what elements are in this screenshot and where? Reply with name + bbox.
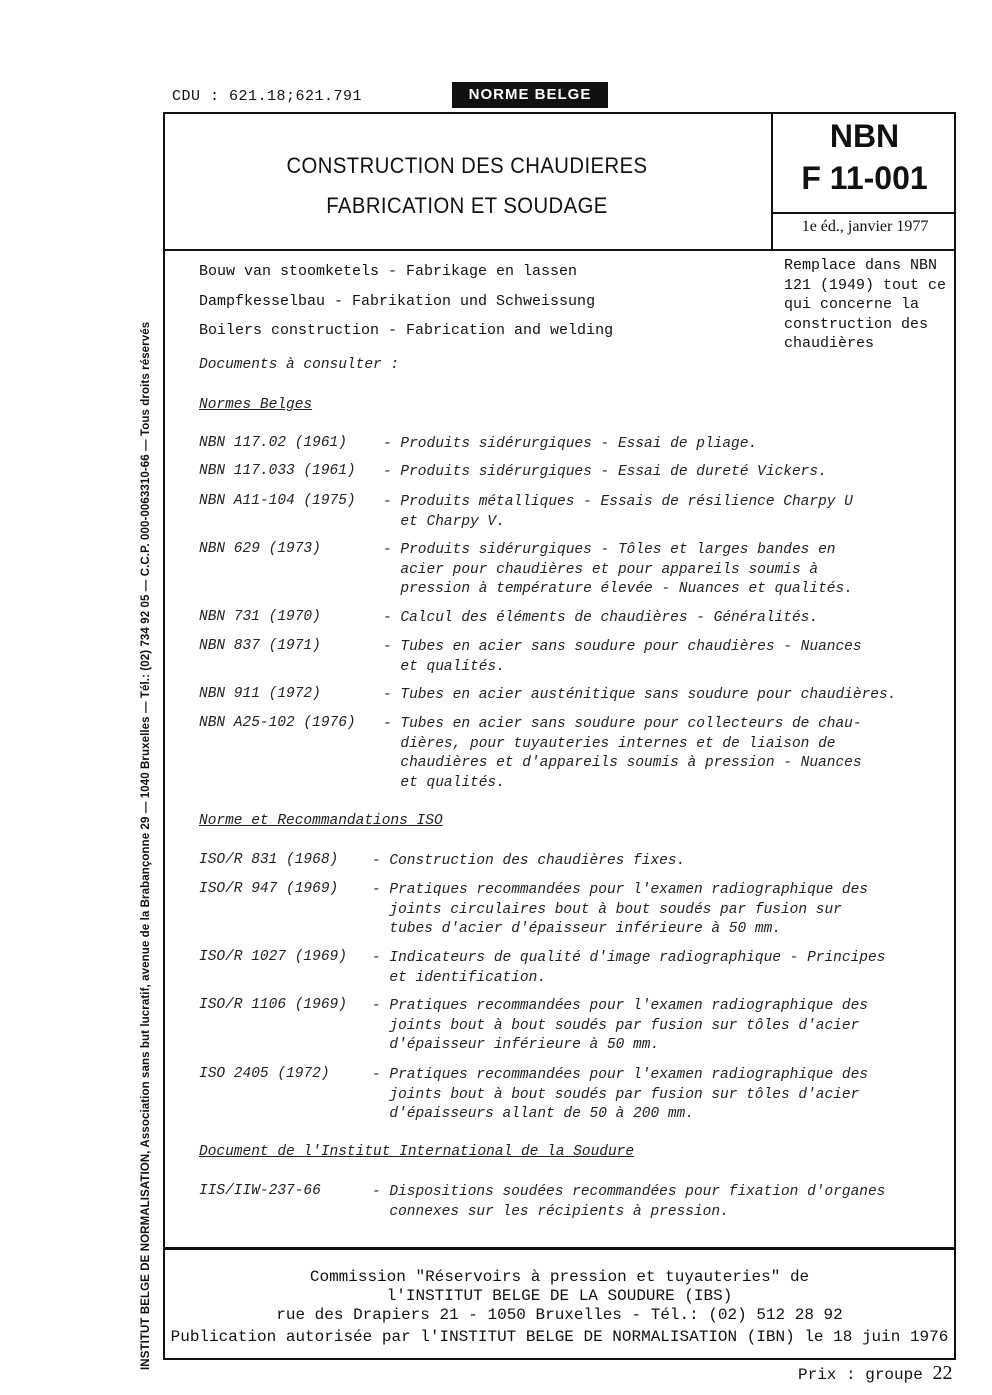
edition-label: 1e éd., janvier 1977 (801, 218, 929, 235)
reference-code: ISO/R 947 (1969) (199, 881, 339, 897)
reference-description: - Produits sidérurgiques - Essai de pliage. (383, 436, 758, 452)
price-group-number: 22 (932, 1362, 953, 1384)
reference-description: - Tubes en acier sans soudure pour collecteurs de chau- dières, pour tuyauteries internes et de liaison de chaudières et d'appareils soumis à pression - Nuances et qualités. (383, 716, 862, 791)
reference-code: NBN 837 (1971) (199, 638, 321, 654)
reference-description: - Produits sidérurgiques - Tôles et larges bandes en acier pour chaudières et pour appareils soumis à pression à température élevée - Nuances et qualités. (383, 542, 853, 597)
footer-commission: Commission "Réservoirs à pression et tuyauteries" de (309, 1268, 810, 1286)
reference-code: ISO/R 1106 (1969) (199, 997, 347, 1013)
cdu-code: CDU : 621.18;621.791 (172, 88, 363, 105)
footer-address: rue des Drapiers 21 - 1050 Bruxelles - Tél.: (02) 512 28 92 (276, 1306, 843, 1324)
reference-description: - Tubes en acier austénitique sans soudure pour chaudières. (383, 687, 897, 703)
reference-code: NBN 117.02 (1961) (199, 435, 347, 451)
standard-prefix: NBN (829, 118, 900, 154)
translation-german: Dampfkesselbau - Fabrikation und Schweissung (199, 293, 596, 310)
section-heading-normes-belges: Normes Belges (199, 397, 313, 413)
reference-description: - Pratiques recommandées pour l'examen radiographique des joints bout à bout soudés par fusion sur tôles d'acier d'épaisseurs allant de 50 à 200 mm. (372, 1067, 868, 1122)
reference-description: - Produits métalliques - Essais de résilience Charpy U et Charpy V. (383, 494, 853, 530)
reference-code: ISO/R 831 (1968) (199, 852, 339, 868)
reference-description: - Produits sidérurgiques - Essai de dureté Vickers. (383, 464, 827, 480)
section-heading-iso: Norme et Recommandations ISO (199, 813, 443, 829)
title-line-2: FABRICATION ET SOUDAGE (326, 193, 608, 218)
reference-description: - Calcul des éléments de chaudières - Généralités. (383, 610, 819, 626)
footer-publication: Publication autorisée par l'INSTITUT BELGE DE NORMALISATION (IBN) le 18 juin 1976 (170, 1328, 949, 1346)
reference-code: NBN A25-102 (1976) (199, 715, 356, 731)
title-line-1: CONSTRUCTION DES CHAUDIERES (286, 153, 648, 178)
footer-institute: l'INSTITUT BELGE DE LA SOUDURE (IBS) (386, 1287, 733, 1305)
reference-code: NBN 911 (1972) (199, 686, 321, 702)
price-group (798, 1362, 952, 1385)
price-label: Prix : groupe (798, 1366, 923, 1384)
reference-code: ISO 2405 (1972) (199, 1066, 330, 1082)
norme-belge-badge: NORME BELGE (452, 82, 608, 108)
reference-description: - Indicateurs de qualité d'image radiographique - Principes et identification. (372, 950, 886, 986)
reference-code: NBN A11-104 (1975) (199, 493, 356, 509)
reference-code: IIS/IIW-237-66 (199, 1183, 321, 1199)
vertical-publisher-note: INSTITUT BELGE DE NORMALISATION, Association sans but lucratif, avenue de la Brabançonne 29 — 1040 Bruxelles — Tél.: (02) 734 92 05 — C.C.P. 000-0063310-66 — Tous droits réservés (140, 321, 152, 1370)
standard-number: F 11-001 (801, 160, 928, 196)
reference-description: - Pratiques recommandées pour l'examen radiographique des joints bout à bout soudés par fusion sur tôles d'acier d'épaisseur inférieure à 50 mm. (372, 998, 868, 1053)
translation-english: Boilers construction - Fabrication and welding (199, 322, 614, 339)
reference-code: NBN 117.033 (1961) (199, 463, 356, 479)
replaces-note: Remplace dans NBN 121 (1949) tout ce qui concerne la construction des chaudières (784, 257, 947, 352)
documents-heading: Documents à consulter : (199, 357, 400, 373)
reference-description: - Dispositions soudées recommandées pour fixation d'organes connexes sur les récipients à pression. (372, 1184, 886, 1220)
section-heading-iis: Document de l'Institut International de la Soudure (199, 1144, 635, 1160)
reference-description: - Pratiques recommandées pour l'examen radiographique des joints circulaires bout à bout soudés par fusion sur tubes d'acier d'épaisseur inférieure à 50 mm. (372, 882, 868, 937)
reference-code: NBN 629 (1973) (199, 541, 321, 557)
reference-code: NBN 731 (1970) (199, 609, 321, 625)
translation-dutch: Bouw van stoomketels - Fabrikage en lassen (199, 263, 578, 280)
footer-divider (163, 1247, 956, 1250)
reference-description: - Tubes en acier sans soudure pour chaudières - Nuances et qualités. (383, 639, 862, 675)
header-divider (163, 249, 956, 251)
reference-description: - Construction des chaudières fixes. (372, 853, 686, 869)
reference-code: ISO/R 1027 (1969) (199, 949, 347, 965)
edition-divider (771, 212, 956, 214)
